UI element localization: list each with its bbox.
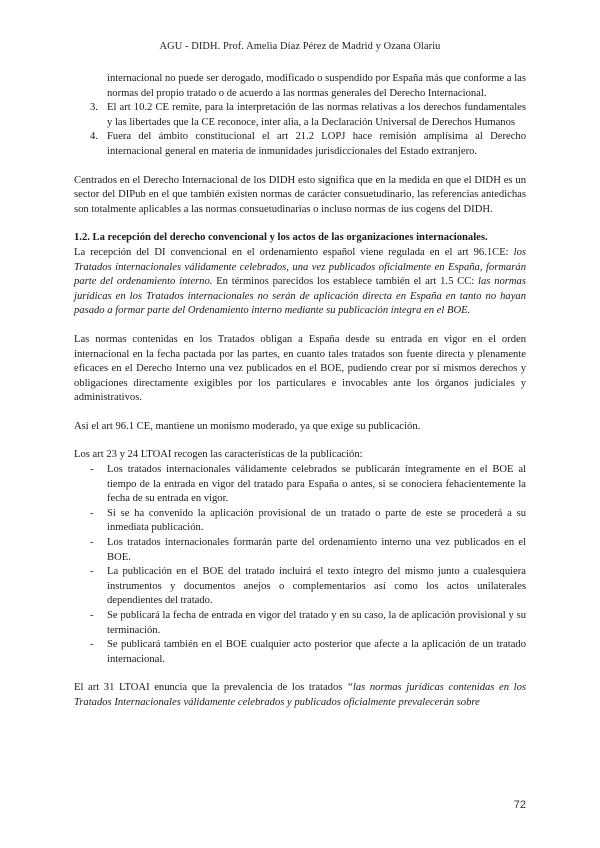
paragraph-monism: Así el art 96.1 CE, mantiene un monismo moderado, ya que exige su publicación. [74, 420, 421, 432]
dash-list-item [74, 536, 526, 565]
numbered-list-item [74, 101, 526, 130]
running-header: AGU - DIDH. Prof. Amelia Díaz Pérez de Madrid y Ozana Olariu [159, 41, 441, 52]
section-heading: 1.2. La recepción del derecho convencional y los actos de las organizaciones internacionales. [74, 232, 488, 244]
list-item-text: Se publicará la fecha de entrada en vigor del tratado y en su caso, la de aplicación provisional y su terminación. [107, 610, 526, 636]
dash-marker: - [90, 639, 94, 651]
list-item-text: Los tratados internacionales válidamente celebrados se publicarán íntegramente en el BOE al tiempo de la entrada en vigor del tratado para España o antes, si se conociera fehacientemente la fecha de su entrada en vigor. [107, 464, 526, 505]
list-item-text: Si se ha convenido la aplicación provisional de un tratado o parte de este se procederá a su inmediata publicación. [107, 507, 526, 534]
paragraph-reception [74, 246, 526, 319]
continued-list-item-text: internacional no puede ser derogado, modificado o suspendido por España más que conforme a las normas del propio tratado o de acuerdo a las normas generales del Derecho Internacional. [107, 73, 526, 99]
reception-intro: La recepción del DI convencional en el ordenamiento español viene regulada en el art 96.1CE: [74, 246, 509, 258]
list-item-text: La publicación en el BOE del tratado incluirá el texto íntegro del mismo junto a cualesquiera instrumentos y documentos anejos o complementarios así como los actos unilaterales dependientes del tratado. [107, 566, 526, 607]
quote-art-1-5-cc: las normas jurídicas en los Tratados internacionales no serán de aplicación directa en España en tanto no hayan pasado a formar parte del Ordenamiento interno mediante su publicación íntegra en el BOE. [74, 276, 526, 317]
list-item-text: Fuera del ámbito constitucional el art 21.2 LOPJ hace remisión amplísima al Derecho internacional general en materia de inmunidades jurisdiccionales del Estado extranjero. [107, 131, 526, 157]
paragraph-prevalence [74, 681, 526, 710]
dash-list-item [74, 609, 526, 638]
paragraph-ltoai: Los art 23 y 24 LTOAI recogen las características de la publicación: [74, 449, 363, 461]
dash-list-item [74, 638, 526, 667]
paragraph-didh: Centrados en el Derecho Internacional de los DIDH esto significa que en la medida en que el DIDH es un sector del DIPub en el que también existen normas de carácter consuetudinario, las referencias antedichas son totalmente aplicables a las normas consuetudinarias o incluso normas de ius cogens del DIDH. [74, 174, 526, 215]
dash-marker: - [90, 566, 94, 578]
dash-list [74, 463, 526, 667]
reception-middle: En términos parecidos los establece también el art 1.5 CC: [216, 276, 475, 288]
paragraph-treaty-norms: Las normas contenidas en los Tratados obligan a España desde su entrada en vigor en el orden internacional en la fecha pactada por las partes, en cuanto tales tratados son fuente directa y plenamente eficaces en el Derecho Interno una vez publicados en el BOE, pudiendo crear por sí mismos derechos y obligaciones directamente exigibles por los particulares e invocables ante los órganos judiciales y administrativos. [74, 333, 526, 404]
numbered-list [74, 101, 526, 159]
numbered-list-item [74, 130, 526, 159]
list-number: 4. [90, 131, 98, 143]
page-body [74, 72, 526, 711]
list-item-text: El art 10.2 CE remite, para la interpretación de las normas relativas a los derechos fundamentales y las libertades que la CE reconoce, inter alia, a la Declaración Universal de Derechos Humanos [107, 102, 526, 128]
quote-art-31: “las normas jurídicas contenidas en los Tratados Internacionales válidamente celebrados y publicados oficialmente prevalecerán sobre [74, 682, 526, 708]
quote-art-96: los Tratados internacionales válidamente celebrados, una vez publicados oficialmente en España, formarán parte del ordenamiento interno. [74, 246, 526, 288]
dash-list-item [74, 565, 526, 609]
dash-marker: - [90, 537, 94, 549]
dash-marker: - [90, 464, 94, 476]
list-number: 3. [90, 102, 98, 114]
prevalence-intro: El art 31 LTOAI enuncia que la prevalencia de los tratados [74, 682, 343, 694]
list-item-text: Los tratados internacionales formarán parte del ordenamiento interno una vez publicados en el BOE. [107, 537, 526, 563]
dash-list-item [74, 463, 526, 507]
dash-list-item [74, 507, 526, 536]
dash-marker: - [90, 507, 94, 519]
dash-marker: - [90, 610, 94, 621]
page-number: 72 [513, 799, 526, 811]
list-item-text: Se publicará también en el BOE cualquier acto posterior que afecte a la aplicación de un tratado internacional. [107, 639, 526, 665]
